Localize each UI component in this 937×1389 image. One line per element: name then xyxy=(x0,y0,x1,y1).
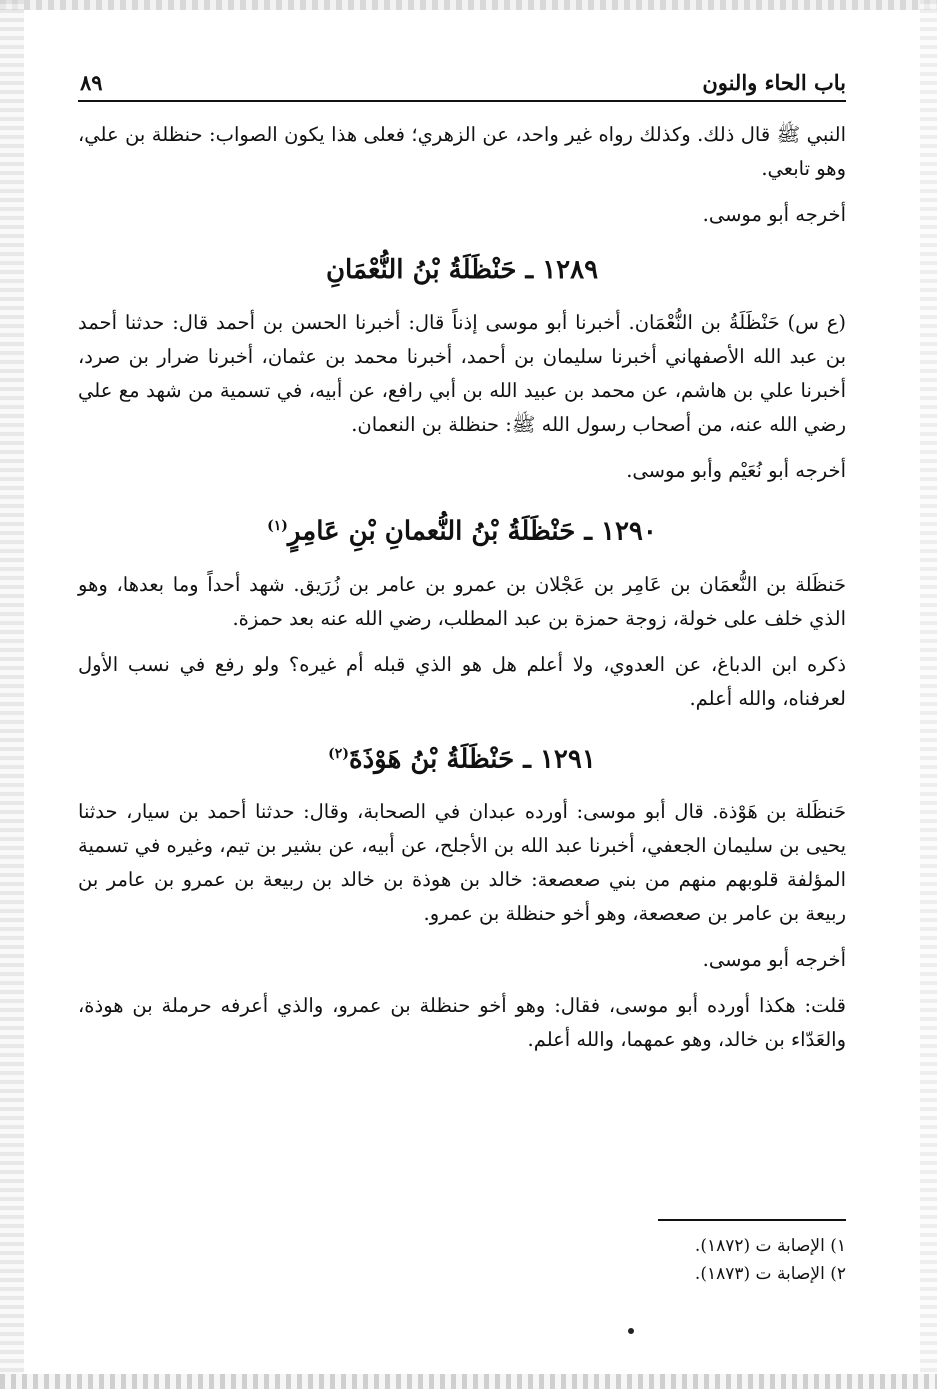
page-body xyxy=(78,118,846,1069)
entry-1291-paragraph: حَنظَلة بن هَوْذة. قال أبو موسى: أورده عبدان في الصحابة، وقال: حدثنا أحمد بن سيار، حدثنا يحيى بن سليمان الجعفي، أخبرنا عبد الله بن الأجلح، عن أبيه، عن بشير بن تيم، وغيره في تسمية المؤلفة قلوبهم منهم من بني صعصعة: خالد بن هوذة بن خالد بن ربيعة بن عمرو بن عامر بن ربيعة بن عامر بن صعصعة، وهو أخو حنظلة بن عمرو. xyxy=(78,800,846,926)
entry-title-1290 xyxy=(78,506,846,552)
page-mark-dot xyxy=(628,1328,634,1334)
entry-title-text: ١٢٩١ ـ حَنْظَلَةُ بْنُ هَوْذَةَ xyxy=(348,744,596,775)
page-border-top xyxy=(0,0,937,10)
intro-attribution: أخرجه أبو موسى. xyxy=(702,203,846,226)
entry-title-text: ١٢٩٠ ـ حَنْظَلَةُ بْنُ النُّعمانِ بْنِ عَامِرٍ xyxy=(287,516,657,547)
entry-1291-attribution: أخرجه أبو موسى. xyxy=(702,948,846,972)
entry-title-1291 xyxy=(78,734,846,780)
footnote-ref-1: (١) xyxy=(267,518,288,534)
entry-1290-paragraph: ذكره ابن الدباغ، عن العدوي، ولا أعلم هل هو الذي قبله أم غيره؟ ولو رفع في نسب الأول لعرفناه، والله أعلم. xyxy=(78,652,846,710)
entry-1289-attribution: أخرجه أبو نُعَيْم وأبو موسى. xyxy=(626,459,846,482)
footnote-2: ٢) الإصابة ت (١٨٧٣). xyxy=(694,1264,846,1284)
running-title: باب الحاء والنون xyxy=(702,70,846,95)
entry-1290-paragraph: حَنظَلة بن النُّعمَان بن عَامِر بن عَجْلان بن عمرو بن عامر بن زُرَيق. شهد أحداً وما بعدها، وهو الذي خلف على خولة، زوجة حمزة بن عبد المطلب، رضي الله عنه بعد حمزة. xyxy=(78,572,846,630)
entry-1289-paragraph: (ع س) حَنْظَلَةُ بن النُّعْمَان. أخبرنا أبو موسى إذناً قال: أخبرنا الحسن بن أحمد قال: حدثنا أحمد بن عبد الله الأصفهاني أخبرنا سليمان بن أحمد، أخبرنا محمد بن عثمان، أخبرنا ضرار بن صرد، أخبرنا علي بن هاشم، عن محمد بن عبيد الله بن أبي رافع، عن أبيه، في تسمية من شهد مع علي رضي الله عنه، من أصحاب رسول الله ﷺ: حنظلة بن النعمان. xyxy=(78,311,846,436)
entry-title-1289 xyxy=(78,250,846,290)
footnote-ref-2: (٢) xyxy=(328,745,349,762)
footnote-1: ١) الإصابة ت (١٨٧٢). xyxy=(694,1236,846,1256)
footnote-divider xyxy=(658,1219,846,1221)
entry-1291-comment: قلت: هكذا أورده أبو موسى، فقال: وهو أخو حنظلة بن عمرو، والذي أعرفه حرملة بن هوذة، والعَدّاء بن خالد، وهو عمهما، والله أعلم. xyxy=(78,994,846,1052)
footnotes xyxy=(478,1232,846,1288)
page-header xyxy=(78,66,846,102)
page-border-left xyxy=(0,0,24,1389)
page-border-right xyxy=(920,0,937,1389)
page-number: ٨٩ xyxy=(80,70,103,95)
intro-paragraph: النبي ﷺ قال ذلك. وكذلك رواه غير واحد، عن الزهري؛ فعلى هذا يكون الصواب: حنظلة بن علي، وهو تابعي. xyxy=(78,123,846,180)
page-border-bottom xyxy=(0,1374,937,1389)
entry-title-text: ١٢٨٩ ـ حَنْظَلَةُ بْنُ النُّعْمَانِ xyxy=(325,255,599,285)
